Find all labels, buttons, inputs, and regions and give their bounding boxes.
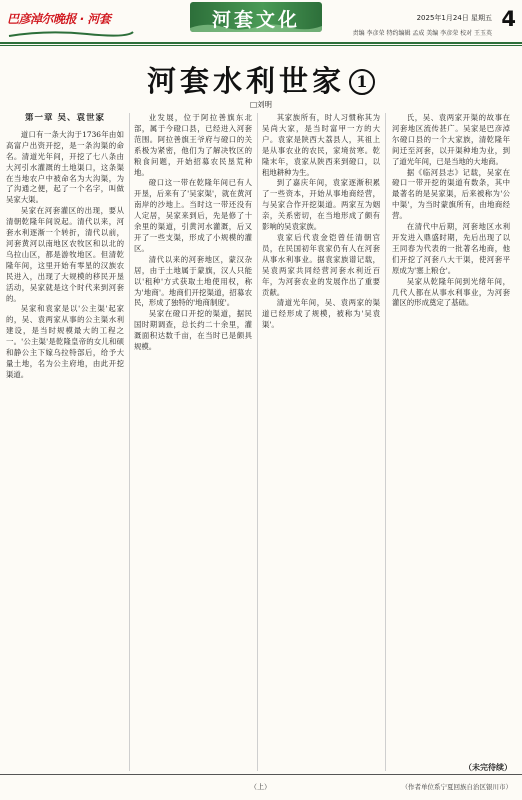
paragraph: 到了嘉庆年间，袁家逐渐积累了一些资本，开始从事地商经营，与吴家合作开挖渠道。两家互为姻亲，关系密切，在当地形成了颇有影响的吴袁家族。 <box>262 178 380 232</box>
article-headline <box>0 59 522 100</box>
section-title: 河套文化 <box>211 9 300 31</box>
newspaper-logo <box>3 2 137 42</box>
chapter-heading: 第一章 吴、袁世家 <box>25 113 105 123</box>
series-number: 1 <box>349 69 375 95</box>
paragraph: 袁家后代袁金铠曾任清朝官员，在民国初年袁家仍有人在河套从事水利事业。据袁家族谱记载，吴袁两家共同经营河套水利近百年，为河套农业的发展作出了重要贡献。 <box>262 232 380 297</box>
article-column-1 <box>6 113 124 773</box>
article-column-2 <box>134 113 252 773</box>
section-badge <box>190 2 322 32</box>
brand-slogan: 巴彦淖尔晚报 · 河套 <box>7 12 111 26</box>
paragraph: 在清代中后期，河套地区水利开发进入鼎盛时期，先后出现了以王同春为代表的一批著名地商，他们开挖了河套八大干渠，使河套平原成为'塞上粮仓'。 <box>392 222 510 275</box>
paragraph: 其家族所有，时人习惯称其为吴尚大家，是当时富甲一方的大户。袁家是陕西大荔县人，其祖上是从事农业的农民，家境贫寒。乾隆末年，袁家从陕西来到磴口，以租地耕种为生。 <box>262 113 380 177</box>
paragraph: 清代以来的河套地区，蒙汉杂居，由于土地属于蒙旗，汉人只能以'租种'方式获取土地使用权，称为'地商'。地商们开挖渠道，招募农民，形成了独特的'地商制度'。 <box>134 254 252 308</box>
part-marker: （上） <box>250 783 271 791</box>
article-column-3 <box>262 113 380 773</box>
swoosh-icon <box>7 29 135 39</box>
byline: □刘明 <box>249 100 273 109</box>
masthead <box>0 0 522 44</box>
paragraph: 业发展，位于阿拉善旗东北部，属于今磴口县，已经进入河套范围。阿拉善旗王爷府与磴口的关系极为紧密，他们为了解决牧区的粮食问题，开始招募农民垦荒种地。 <box>134 113 252 177</box>
paragraph: 吴家在磴口开挖的渠道，据民国时期调查，总长约二十余里，灌溉面积达数千亩，在当时已是颇具规模。 <box>134 309 252 352</box>
author-affiliation: （作者单位系宁夏回族自治区银川市） <box>401 783 512 791</box>
column-divider <box>385 113 386 771</box>
paragraph: 氏，吴、袁两家开渠的故事在河套地区流传甚广。吴家是巴彦淖尔磴口县的一个大家族，清乾隆年间迁至河套，以开渠种地为业，到了道光年间，已是当地的大地商。 <box>392 113 510 166</box>
issue-date: 2025年1月24日 星期五 <box>416 14 492 22</box>
paragraph: 道口有一条大沟于1736年由如高富户出资开挖，是一条沟渠的命名。清道光年间，开挖了七八条由大河引水灌溉的土地渠口，这条渠在当地农户中被命名为大沟渠，为了沟通之便，起了一个名字，叫做吴家大渠。 <box>6 129 124 205</box>
page-number: 4 <box>501 7 516 31</box>
headline-text: 河套水利世家 <box>146 64 345 98</box>
paragraph: 吴家从乾隆年间到光绪年间，几代人都在从事水利事业，为河套灌区的形成奠定了基础。 <box>392 276 510 308</box>
article-column-4 <box>392 113 510 773</box>
paragraph: 据《临河县志》记载，吴家在磴口一带开挖的渠道有数条，其中最著名的是吴家渠，后来被称为'公中渠'，为当时蒙旗所有，由地商经营。 <box>392 167 510 221</box>
to-be-continued: （未完待续） <box>464 762 512 772</box>
column-divider <box>257 113 258 771</box>
paragraph: 吴家和袁家是以'公主渠'起家的，吴、袁两家从事的公主渠水利建设，是当时规模最大的工程之一。'公主渠'是乾隆皇帝的女儿和硕和静公主下嫁乌拉特部后，给予大量土地，名为公主府地，由此开挖渠道。 <box>6 304 124 379</box>
top-divider-thin <box>0 45 522 46</box>
top-divider <box>0 42 522 44</box>
paragraph: 吴家在河套灌区的出现，要从清朝乾隆年间说起。清代以来，河套水利逐渐一个转折，清代以前，河套黄河以南地区农牧区和以北的乌拉山区，都是游牧地区。但清乾隆年间，这里开始有零星的汉族农民进入，出现了大规模的移民开垦活动，吴家就是这个时代来到河套的。 <box>6 206 124 303</box>
editor-credits: 责编 李彦荣 特约编辑 孟成 美编 李彦荣 校对 王玉英 <box>352 30 492 37</box>
paragraph: 清道光年间，吴、袁两家的渠道已经形成了规模，被称为'吴袁渠'。 <box>262 298 380 330</box>
column-divider <box>129 113 130 771</box>
footer-divider <box>0 774 522 775</box>
paragraph: 磴口这一带在乾隆年间已有人开垦，后来有了'吴家渠'，就在黄河南岸的沙地上。当时这一带还没有人定居，吴家来到后，先是修了十余里的渠道，引黄河水灌溉，后又开了一些支渠，形成了小规模的灌区。 <box>134 178 252 253</box>
